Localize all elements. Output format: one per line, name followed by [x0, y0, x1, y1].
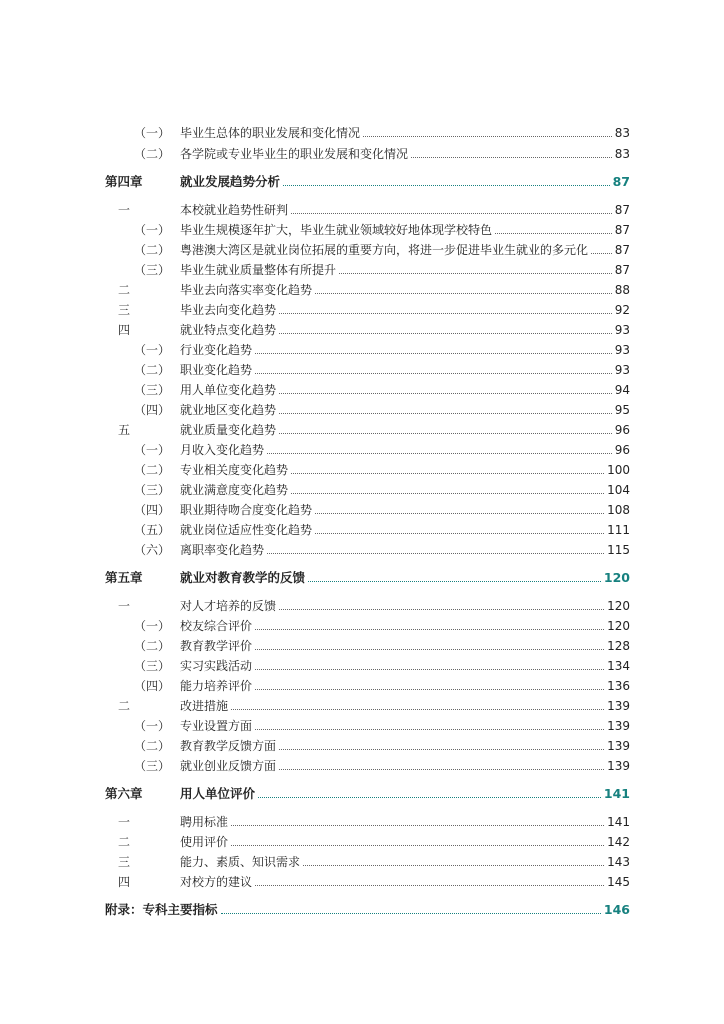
dot-leader — [279, 393, 612, 394]
toc-entry[interactable] — [0, 501, 724, 519]
toc-entry-page-number: 143 — [607, 855, 630, 869]
toc-entry-page-number: 93 — [614, 323, 630, 337]
toc-chapter-entry[interactable] — [0, 569, 724, 587]
toc-entry[interactable] — [0, 341, 724, 359]
toc-entry-page-number: 87 — [614, 203, 630, 217]
toc-entry[interactable] — [0, 697, 724, 715]
toc-entry-title: 能力、素质、知识需求 — [180, 855, 301, 869]
toc-entry[interactable] — [0, 833, 724, 851]
toc-entry[interactable] — [0, 321, 724, 339]
toc-entry-page-number: 139 — [607, 759, 630, 773]
toc-entry[interactable] — [0, 717, 724, 735]
toc-entry-number: （五） — [134, 523, 171, 537]
dot-leader — [279, 333, 612, 334]
dot-leader — [255, 649, 604, 650]
toc-entry-number: （二） — [134, 639, 171, 653]
toc-entry-number: （三） — [134, 659, 171, 673]
toc-entry[interactable] — [0, 401, 724, 419]
toc-entry-page-number: 93 — [614, 363, 630, 377]
toc-entry[interactable] — [0, 597, 724, 615]
toc-entry[interactable] — [0, 361, 724, 379]
toc-entry[interactable] — [0, 873, 724, 891]
dot-leader — [255, 729, 604, 730]
dot-leader — [339, 273, 612, 274]
toc-entry-title: 专业相关度变化趋势 — [180, 463, 289, 477]
toc-entry-title: 对人才培养的反馈 — [180, 599, 277, 613]
toc-entry-page-number: 95 — [614, 403, 630, 417]
dot-leader — [363, 136, 612, 137]
toc-entry-page-number: 120 — [603, 570, 630, 585]
dot-leader — [315, 533, 604, 534]
dot-leader — [255, 629, 604, 630]
toc-entry-title: 用人单位评价 — [180, 786, 256, 801]
toc-entry-number: （四） — [134, 679, 171, 693]
dot-leader — [308, 581, 601, 582]
toc-entry-title: 本校就业趋势性研判 — [180, 203, 289, 217]
toc-entry-number: 第六章 — [105, 786, 143, 801]
toc-entry[interactable] — [0, 481, 724, 499]
toc-entry-page-number: 83 — [614, 147, 630, 161]
toc-entry-number: （三） — [134, 383, 171, 397]
toc-entry-number: （四） — [134, 403, 171, 417]
toc-entry[interactable] — [0, 241, 724, 259]
toc-entry-title: 粤港澳大湾区是就业岗位拓展的重要方向，将进一步促进毕业生就业的多元化 — [180, 243, 589, 257]
toc-entry-number: 二 — [118, 283, 131, 297]
toc-entry[interactable] — [0, 124, 724, 142]
dot-leader — [255, 373, 612, 374]
toc-entry-title: 用人单位变化趋势 — [180, 383, 277, 397]
toc-entry-title: 职业变化趋势 — [180, 363, 253, 377]
toc-entry[interactable] — [0, 221, 724, 239]
toc-entry-title: 各学院或专业毕业生的职业发展和变化情况 — [180, 147, 409, 161]
dot-leader — [315, 513, 604, 514]
toc-entry-title: 能力培养评价 — [180, 679, 253, 693]
dot-leader — [267, 453, 612, 454]
toc-entry-page-number: 139 — [607, 739, 630, 753]
toc-entry-number: （一） — [134, 126, 171, 140]
toc-entry[interactable] — [0, 813, 724, 831]
dot-leader — [303, 865, 604, 866]
toc-entry[interactable] — [0, 677, 724, 695]
toc-entry-page-number: 142 — [607, 835, 630, 849]
toc-entry-number: 第四章 — [105, 174, 143, 189]
toc-entry-page-number: 93 — [614, 343, 630, 357]
toc-entry-title: 校友综合评价 — [180, 619, 253, 633]
toc-entry[interactable] — [0, 521, 724, 539]
toc-entry[interactable] — [0, 737, 724, 755]
toc-entry-title: 就业岗位适应性变化趋势 — [180, 523, 313, 537]
toc-entry-page-number: 141 — [607, 815, 630, 829]
toc-entry-number: 一 — [118, 203, 131, 217]
dot-leader — [279, 749, 604, 750]
toc-entry-number: 三 — [118, 855, 131, 869]
toc-entry-page-number: 146 — [603, 902, 630, 917]
dot-leader — [279, 433, 612, 434]
toc-entry-page-number: 96 — [614, 423, 630, 437]
dot-leader — [258, 797, 601, 798]
toc-entry-number: （二） — [134, 243, 171, 257]
toc-entry-number: （二） — [134, 147, 171, 161]
toc-entry-number: 二 — [118, 835, 131, 849]
toc-entry-page-number: 88 — [614, 283, 630, 297]
toc-entry[interactable] — [0, 461, 724, 479]
dot-leader — [255, 353, 612, 354]
toc-entry-title: 就业满意度变化趋势 — [180, 483, 289, 497]
toc-entry-title: 使用评价 — [180, 835, 229, 849]
toc-entry[interactable] — [0, 281, 724, 299]
toc-entry-number: （六） — [134, 543, 171, 557]
toc-entry-number: （一） — [134, 343, 171, 357]
toc-entry-page-number: 139 — [607, 699, 630, 713]
toc-entry-title: 月收入变化趋势 — [180, 443, 265, 457]
toc-entry-page-number: 87 — [614, 223, 630, 237]
dot-leader — [221, 913, 601, 914]
toc-entry-number: （三） — [134, 263, 171, 277]
toc-entry-number: 四 — [118, 323, 131, 337]
toc-entry-title: 教育教学反馈方面 — [180, 739, 277, 753]
dot-leader — [279, 313, 612, 314]
toc-entry[interactable] — [0, 261, 724, 279]
toc-chapter-entry[interactable] — [0, 785, 724, 803]
toc-entry[interactable] — [0, 301, 724, 319]
toc-entry-number: （三） — [134, 759, 171, 773]
toc-entry-number: （三） — [134, 483, 171, 497]
toc-entry-number: （一） — [134, 719, 171, 733]
toc-entry-page-number: 111 — [607, 523, 630, 537]
toc-entry-title: 毕业去向变化趋势 — [180, 303, 277, 317]
dot-leader — [279, 609, 604, 610]
toc-entry-page-number: 141 — [603, 786, 630, 801]
toc-entry[interactable] — [0, 853, 724, 871]
toc-entry-page-number: 87 — [614, 263, 630, 277]
dot-leader — [255, 669, 604, 670]
dot-leader — [255, 689, 604, 690]
toc-entry-title: 就业特点变化趋势 — [180, 323, 277, 337]
toc-entry-number: 一 — [118, 815, 131, 829]
dot-leader — [279, 769, 604, 770]
toc-entry-title: 毕业去向落实率变化趋势 — [180, 283, 313, 297]
toc-entry-title: 离职率变化趋势 — [180, 543, 265, 557]
toc-entry-page-number: 92 — [614, 303, 630, 317]
toc-entry-title: 就业对教育教学的反馈 — [180, 570, 306, 585]
toc-entry-page-number: 139 — [607, 719, 630, 733]
toc-chapter-entry[interactable] — [0, 173, 724, 191]
toc-entry-number: 一 — [118, 599, 131, 613]
dot-leader — [231, 709, 604, 710]
toc-entry[interactable] — [0, 201, 724, 219]
toc-entry[interactable] — [0, 657, 724, 675]
toc-entry-title: 职业期待吻合度变化趋势 — [180, 503, 313, 517]
toc-entry[interactable] — [0, 145, 724, 163]
toc-entry-title: 行业变化趋势 — [180, 343, 253, 357]
toc-entry-number: （一） — [134, 223, 171, 237]
dot-leader — [283, 185, 610, 186]
toc-entry-number: 二 — [118, 699, 131, 713]
toc-entry-page-number: 115 — [607, 543, 630, 557]
toc-entry[interactable] — [0, 757, 724, 775]
toc-entry-number: 第五章 — [105, 570, 143, 585]
toc-entry-page-number: 145 — [607, 875, 630, 889]
toc-entry-page-number: 87 — [614, 243, 630, 257]
dot-leader — [255, 885, 604, 886]
toc-entry-number: 四 — [118, 875, 131, 889]
toc-entry-page-number: 120 — [607, 619, 630, 633]
toc-entry[interactable] — [0, 637, 724, 655]
toc-entry[interactable] — [0, 381, 724, 399]
toc-entry-number: 三 — [118, 303, 131, 317]
toc-entry[interactable] — [0, 541, 724, 559]
toc-entry-title: 实习实践活动 — [180, 659, 253, 673]
dot-leader — [267, 553, 604, 554]
toc-entry-page-number: 108 — [607, 503, 630, 517]
toc-entry-page-number: 136 — [607, 679, 630, 693]
dot-leader — [591, 253, 612, 254]
toc-entry[interactable] — [0, 617, 724, 635]
dot-leader — [411, 157, 612, 158]
toc-entry-number: 五 — [118, 423, 131, 437]
dot-leader — [231, 825, 604, 826]
toc-appendix-entry[interactable] — [0, 901, 724, 919]
toc-entry-title: 专业设置方面 — [180, 719, 253, 733]
toc-entry-number: （一） — [134, 443, 171, 457]
dot-leader — [231, 845, 604, 846]
toc-entry-title: 附录：专科主要指标 — [105, 902, 218, 917]
toc-entry-page-number: 83 — [614, 126, 630, 140]
toc-entry-title: 毕业生就业质量整体有所提升 — [180, 263, 337, 277]
dot-leader — [495, 233, 612, 234]
dot-leader — [291, 493, 604, 494]
toc-entry-page-number: 100 — [607, 463, 630, 477]
toc-entry-title: 改进措施 — [180, 699, 229, 713]
toc-entry-number: （二） — [134, 463, 171, 477]
toc-entry-page-number: 94 — [614, 383, 630, 397]
toc-entry-title: 教育教学评价 — [180, 639, 253, 653]
toc-entry-title: 就业创业反馈方面 — [180, 759, 277, 773]
toc-entry-title: 就业地区变化趋势 — [180, 403, 277, 417]
toc-entry-title: 对校方的建议 — [180, 875, 253, 889]
toc-entry-page-number: 120 — [607, 599, 630, 613]
toc-entry-page-number: 104 — [607, 483, 630, 497]
toc-entry[interactable] — [0, 421, 724, 439]
toc-entry-title: 聘用标准 — [180, 815, 229, 829]
toc-entry-page-number: 128 — [607, 639, 630, 653]
toc-entry-page-number: 134 — [607, 659, 630, 673]
toc-entry-title: 毕业生总体的职业发展和变化情况 — [180, 126, 361, 140]
toc-entry-number: （一） — [134, 619, 171, 633]
toc-entry-page-number: 87 — [612, 174, 630, 189]
toc-entry-title: 就业质量变化趋势 — [180, 423, 277, 437]
dot-leader — [315, 293, 612, 294]
dot-leader — [291, 473, 604, 474]
toc-entry-number: （二） — [134, 739, 171, 753]
toc-entry[interactable] — [0, 441, 724, 459]
toc-entry-title: 毕业生规模逐年扩大，毕业生就业领域较好地体现学校特色 — [180, 223, 493, 237]
dot-leader — [279, 413, 612, 414]
dot-leader — [291, 213, 612, 214]
toc-entry-number: （四） — [134, 503, 171, 517]
toc-entry-page-number: 96 — [614, 443, 630, 457]
toc-entry-title: 就业发展趋势分析 — [180, 174, 281, 189]
toc-entry-number: （二） — [134, 363, 171, 377]
